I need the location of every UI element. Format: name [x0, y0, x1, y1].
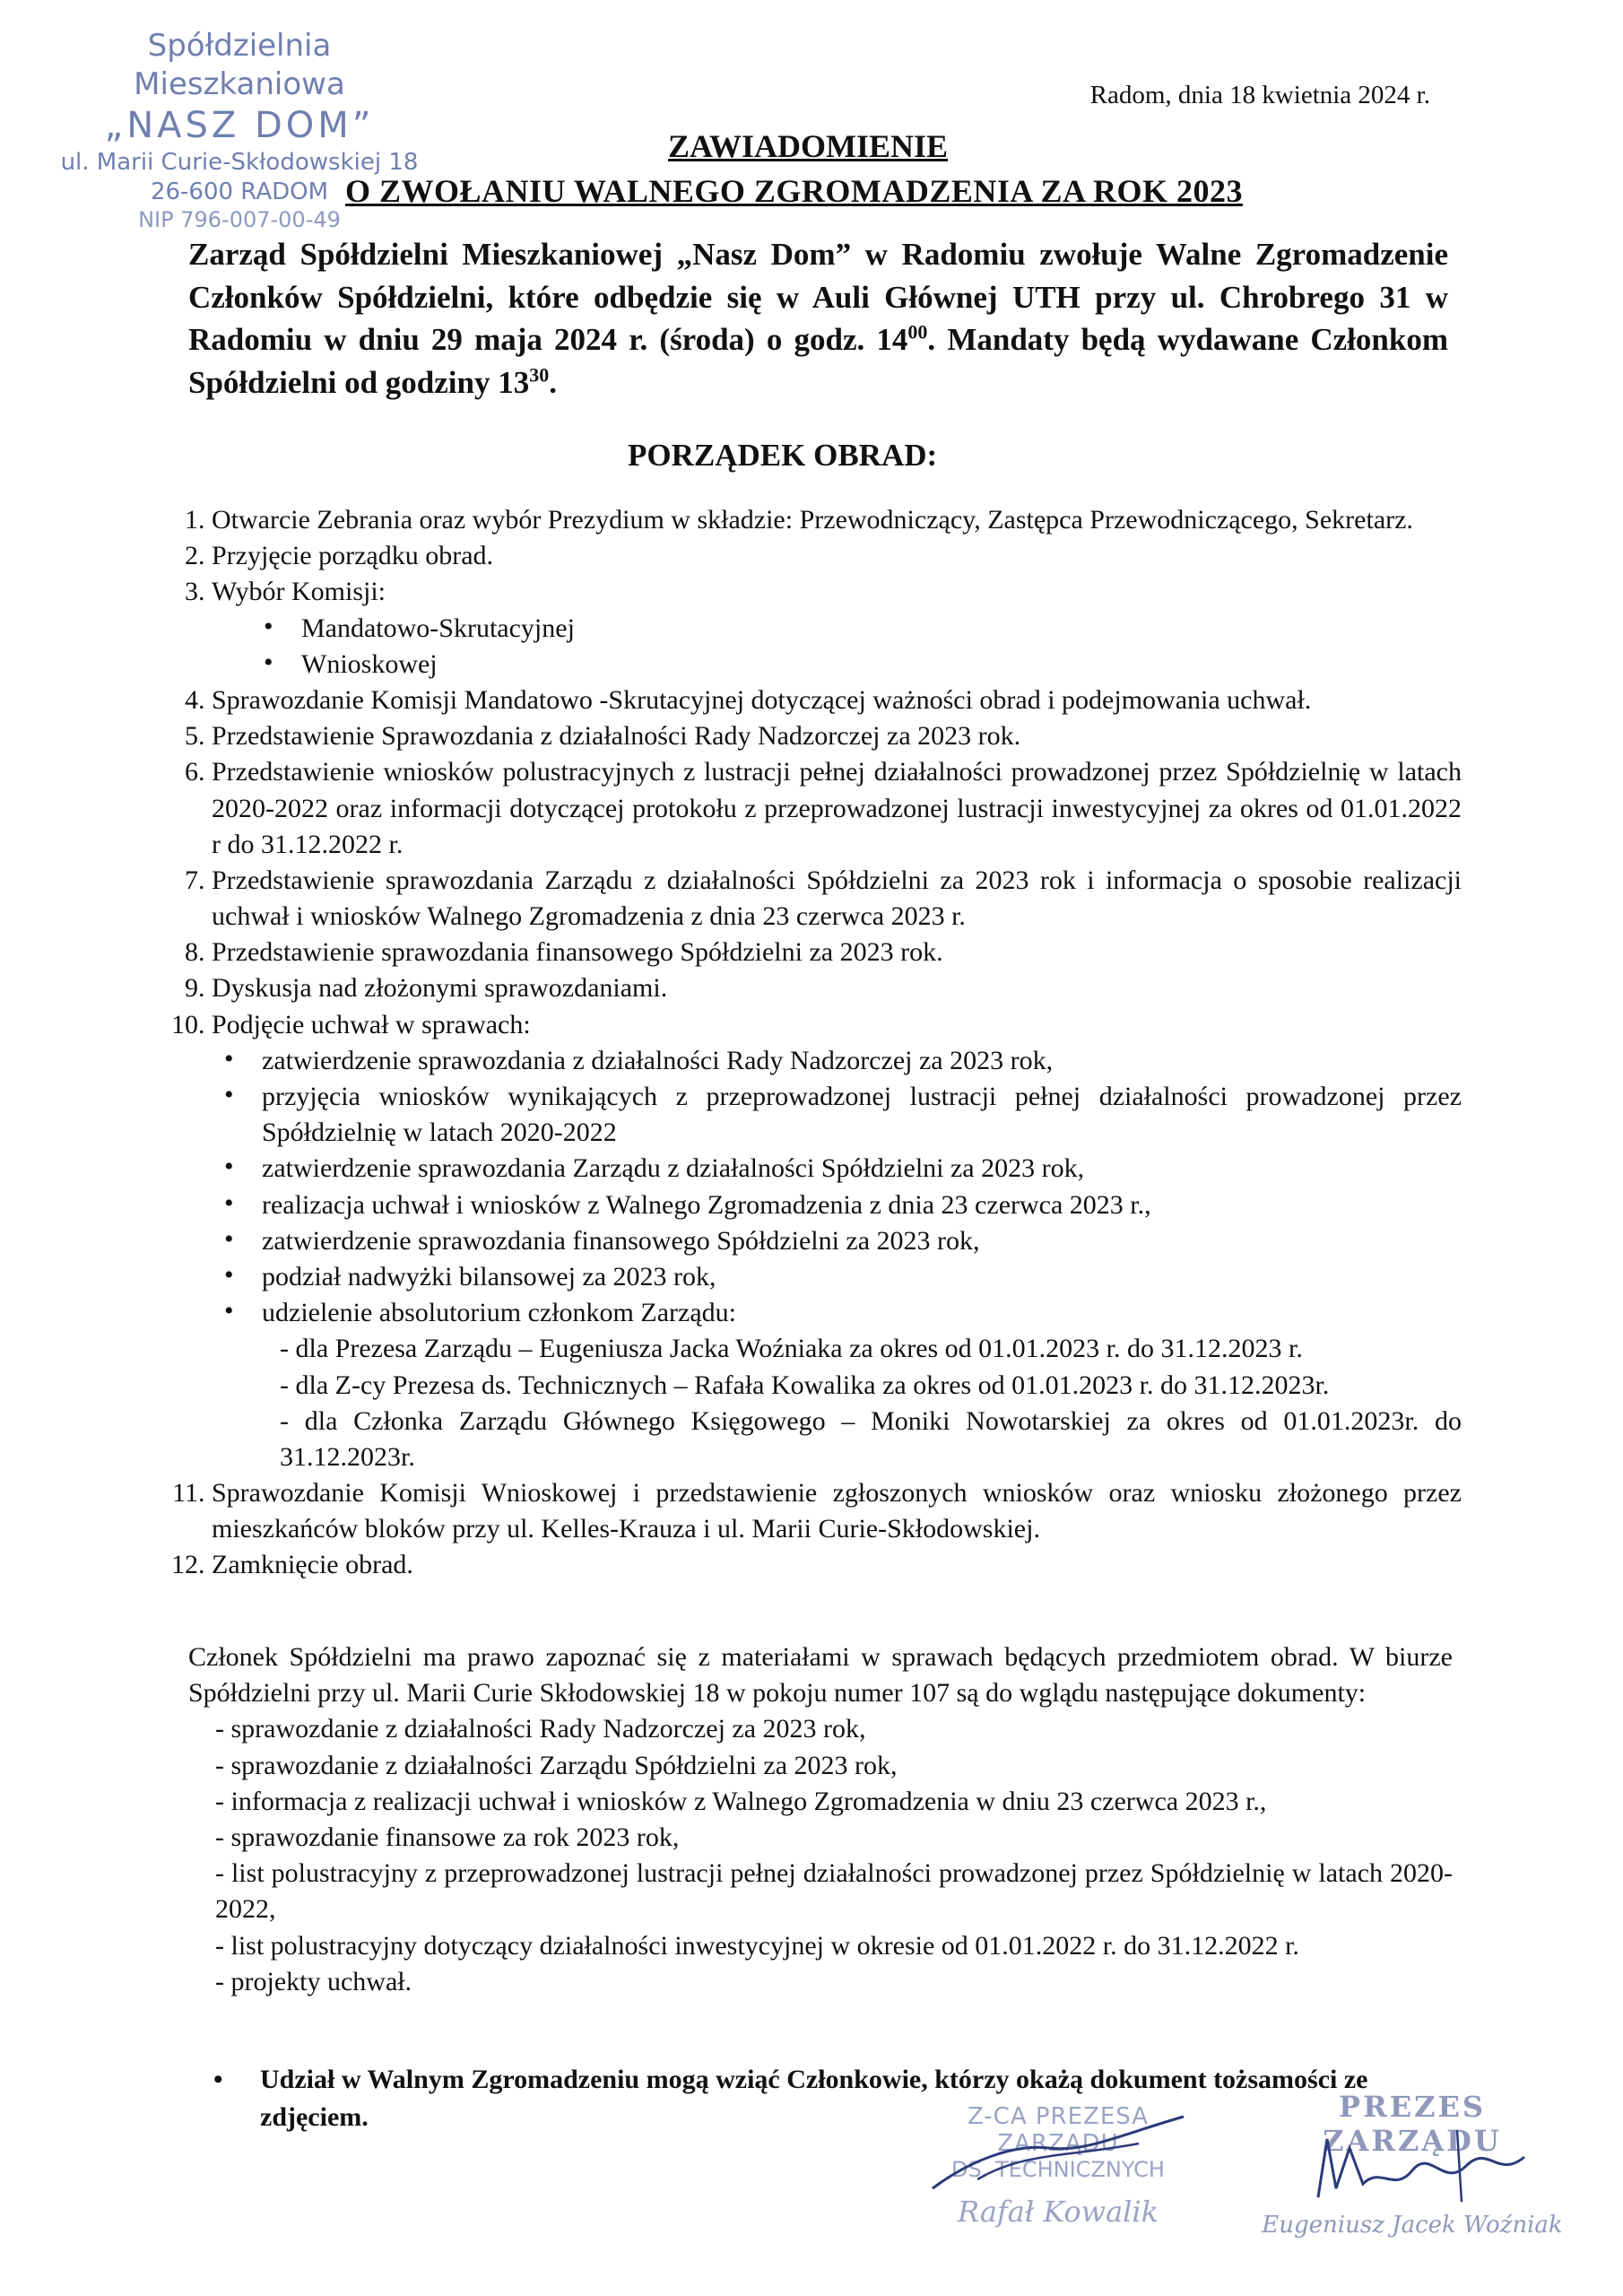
agenda-item-10-label: Podjęcie uchwał w sprawach: [212, 1009, 531, 1039]
agenda-item-3-sub-2: • Wnioskowej [301, 647, 1462, 683]
document-item-5: - list polustracyjny z przeprowadzonej lustracji pełnej działalności prowadzonej przez Spółdzielnię w latach 2020-2022, [215, 1858, 1453, 1925]
stamp-line-street: ul. Marii Curie-Skłodowskiej 18 [60, 149, 419, 176]
document-item-3: - informacja z realizacji uchwał i wniosków z Walnego Zgromadzenia w dniu 23 czerwca 2023 r., [215, 1786, 1267, 1816]
agenda-item-3 [212, 574, 1462, 683]
intro-text-2: . Mandaty będą wydawane Członkom Spółdzielni od godziny 13 [188, 322, 1448, 400]
absolutorium-prezes: - dla Prezesa Zarządu – Eugeniusza Jacka Woźniaka za okres od 01.01.2023 r. do 31.12.2023 r. [280, 1334, 1303, 1364]
deputy-stamp-name: Rafał Kowalik [957, 2195, 1159, 2229]
agenda-item-7: 7. Przedstawienie sprawozdania Zarządu z działalności Spółdzielni za 2023 rok i informacja o sposobie realizacji uchwał i wniosków Walnego Zgromadzenia z dnia 23 czerwca 2023 r. [212, 863, 1462, 935]
intro-time-1-minutes: 00 [907, 320, 928, 344]
final-note: • Udział w Walnym Zgromadzeniu mogą wziąć Członkowie, którzy okażą dokument tożsamości ze zdjęciem. [260, 2061, 1417, 2136]
agenda-item-10-sub-1: • zatwierdzenie sprawozdania z działalności Rady Nadzorczej za 2023 rok, [262, 1043, 1462, 1079]
president-stamp-title: PREZES ZARZĄDU [1323, 2090, 1502, 2158]
deputy-stamp-subtitle: DS. TECHNICZNYCH [951, 2157, 1165, 2182]
documents-section [188, 1639, 1453, 2000]
agenda-item-3-sub-1: • Mandatowo-Skrutacyjnej [301, 611, 1462, 647]
document-date: Radom, dnia 18 kwietnia 2024 r. [1089, 81, 1430, 109]
document-item-1: - sprawozdanie z działalności Rady Nadzorczej za 2023 rok, [215, 1714, 866, 1744]
intro-time-2-minutes: 30 [529, 363, 550, 387]
deputy-stamp-title: Z-CA PREZESA ZARZĄDU [967, 2103, 1150, 2157]
agenda-item-9: 9. Dyskusja nad złożonymi sprawozdaniami. [212, 970, 1462, 1006]
agenda-item-5: 5. Przedstawienie Sprawozdania z działalności Rady Nadzorczej za 2023 rok. [212, 718, 1462, 754]
document-item-7: - projekty uchwał. [215, 1966, 412, 1996]
agenda-item-8: 8. Przedstawienie sprawozdania finansowego Spółdzielni za 2023 rok. [212, 935, 1462, 970]
agenda-item-10-sub-5: • zatwierdzenie sprawozdania finansowego Spółdzielni za 2023 rok, [262, 1223, 1462, 1259]
agenda-item-11: 11. Sprawozdanie Komisji Wnioskowej i przedstawienie zgłoszonych wniosków oraz wniosku złożonego przez mieszkańców bloków przy ul. Kelles-Krauza i ul. Marii Curie-Skłodowskiej. [212, 1475, 1462, 1547]
agenda-item-10-sub-7-label: udzielenie absolutorium członkom Zarządu: [262, 1298, 736, 1328]
agenda-item-10 [212, 1007, 1462, 1475]
agenda-list [170, 502, 1462, 1584]
agenda-item-6: 6. Przedstawienie wniosków polustracyjnych z lustracji pełnej działalności prowadzonej przez Spółdzielnię w latach 2020-2022 oraz informacji dotyczącej protokołu z przeprowadzonej lustracji inwestycyjnej za okres od 01.01.2022 r do 31.12.2022 r. [212, 754, 1462, 863]
agenda-item-10-sub-2: • przyjęcia wniosków wynikających z przeprowadzonej lustracji pełnej działalności prowadzonej przez Spółdzielnię w latach 2020-2022 [262, 1079, 1462, 1151]
document-item-4: - sprawozdanie finansowe za rok 2023 rok, [215, 1822, 680, 1852]
document-title: ZAWIADOMIENIE [668, 128, 949, 164]
deputy-signature [915, 2108, 1202, 2206]
agenda-item-1: 1. Otwarcie Zebrania oraz wybór Prezydium w składzie: Przewodniczący, Zastępca Przewodniczącego, Sekretarz. [212, 502, 1462, 538]
agenda-item-2: 2. Przyjęcie porządku obrad. [212, 538, 1462, 574]
agenda-item-10-sub-3: • zatwierdzenie sprawozdania Zarządu z działalności Spółdzielni za 2023 rok, [262, 1151, 1462, 1187]
intro-paragraph [188, 233, 1448, 404]
president-stamp-name: Eugeniusz Jacek Woźniak [1262, 2212, 1563, 2239]
absolutorium-list [262, 1331, 1462, 1475]
stamp-line-city: 26-600 RADOM [150, 178, 329, 205]
absolutorium-ksiegowa: - dla Członka Zarządu Głównego Księgowego – Moniki Nowotarskiej za okres od 01.01.2023r. do 31.12.2023r. [280, 1405, 1462, 1472]
documents-intro: Członek Spółdzielni ma prawo zapoznać się z materiałami w sprawach będących przedmiotem obrad. W biurze Spółdzielni przy ul. Marii Curie Skłodowskiej 18 w pokoju numer 107 są do wglądu następujące dokumenty: [188, 1642, 1453, 1709]
stamp-line-name: Spółdzielnia Mieszkaniowa [134, 28, 345, 102]
agenda-item-10-sub-7 [262, 1295, 1462, 1475]
document-subtitle: O ZWOŁANIU WALNEGO ZGROMADZENIA ZA ROK 2023 [345, 173, 1243, 209]
agenda-item-12: 12. Zamknięcie obrad. [212, 1547, 1462, 1583]
intro-text-1: Zarząd Spółdzielni Mieszkaniowej „Nasz Dom” w Radomiu zwołuje Walne Zgromadzenie Członków Spółdzielni, które odbędzie się w Auli Głównej UTH przy ul. Chrobrego 31 w Radomiu w dniu 29 maja 2024 r. (środa) o godz. 14 [188, 237, 1448, 358]
document-item-6: - list polustracyjny dotyczący działalności inwestycyjnej w okresie od 01.01.2022 r. do 31.12.2022 r. [215, 1930, 1299, 1961]
document-item-2: - sprawozdanie z działalności Zarządu Spółdzielni za 2023 rok, [215, 1750, 898, 1780]
documents-list [188, 1711, 1453, 2000]
agenda-title: PORZĄDEK OBRAD: [628, 438, 938, 473]
agenda-item-3-label: Wybór Komisji: [212, 577, 386, 607]
president-signature [1309, 2112, 1542, 2211]
agenda-item-10-sub-4: • realizacja uchwał i wniosków z Walnego Zgromadzenia z dnia 23 czerwca 2023 r., [262, 1187, 1462, 1223]
stamp-line-nip: NIP 796-007-00-49 [138, 207, 341, 232]
stamp-line-brand: „NASZ DOM” [104, 105, 375, 146]
intro-text-3: . [549, 364, 557, 400]
agenda-item-4: 4. Sprawozdanie Komisji Mandatowo -Skrutacyjnej dotyczącej ważności obrad i podejmowania uchwał. [212, 683, 1462, 718]
agenda-item-10-sub-6: • podział nadwyżki bilansowej za 2023 rok, [262, 1259, 1462, 1295]
absolutorium-zastepca: - dla Z-cy Prezesa ds. Technicznych – Rafała Kowalika za okres od 01.01.2023 r. do 31.12.2023r. [280, 1370, 1330, 1400]
